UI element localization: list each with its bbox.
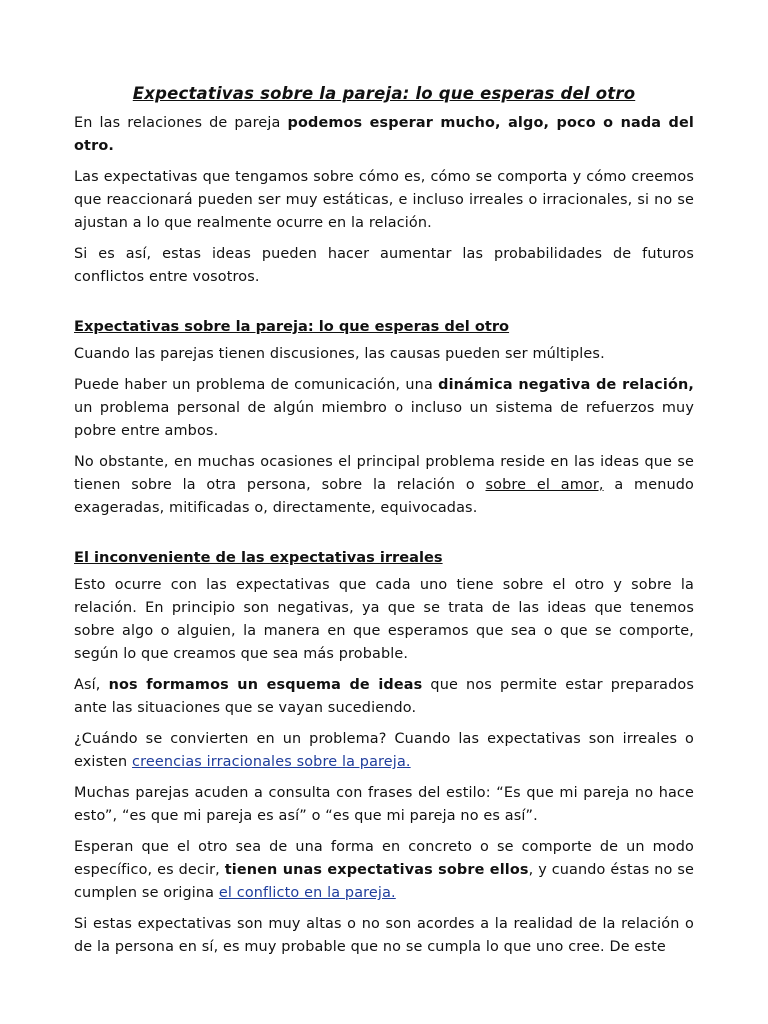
section1-p2-text-a: Puede haber un problema de comunicación, una — [74, 377, 439, 393]
document-title: Expectativas sobre la pareja: lo que esperas del otro — [132, 84, 636, 103]
section2-p5-text-c: , y cuando éstas no se cumplen se origina — [74, 862, 694, 901]
section2-paragraph-1: Esto ocurre con las expectativas que cada uno tiene sobre el otro y sobre la relación. En principio son negativas, ya que se trata de las ideas que tenemos sobre algo o alguien, la manera en que esperamos que sea o que se comporte, según lo que creamos que sea más probable. — [74, 577, 694, 662]
quote-1: “Es que mi pareja no hace esto” — [74, 785, 694, 824]
section1-paragraph-3 — [74, 451, 694, 520]
section1-p2-text-c: un problema personal de algún miembro o incluso un sistema de refuerzos muy pobre entre ambos. — [74, 400, 694, 439]
section2-paragraph-5 — [74, 836, 694, 905]
section2-paragraph-3 — [74, 728, 694, 774]
section1-p3-text-a: No obstante, en muchas ocasiones el principal problema reside en las ideas que se tienen sobre la otra persona, sobre la relación o — [74, 454, 694, 493]
link-conflicto-en-la-pareja[interactable]: el conflicto en la pareja. — [218, 885, 396, 901]
link-sobre-el-amor[interactable]: sobre el amor, — [485, 477, 604, 493]
section-heading-expectativas: Expectativas sobre la pareja: lo que esperas del otro — [74, 318, 510, 335]
section1-paragraph-2 — [74, 374, 694, 443]
link-creencias-irracionales[interactable]: creencias irracionales sobre la pareja. — [132, 754, 411, 770]
section2-p4-text-a: Muchas parejas acuden a consulta con frases del estilo: — [74, 785, 497, 801]
section2-paragraph-4 — [74, 782, 694, 828]
intro-paragraph-3: Si es así, estas ideas pueden hacer aumentar las probabilidades de futuros conflictos entre vosotros. — [74, 246, 694, 285]
section2-p5-text-a: Esperan que el otro sea de una forma en concreto o se comporte de un modo específico, es decir, — [74, 839, 694, 878]
section-heading-inconveniente: El inconveniente de las expectativas irreales — [74, 549, 443, 566]
section2-p2-text-a: Así, — [74, 677, 109, 693]
quote-2: “es que mi pareja es así” — [121, 808, 307, 824]
section2-p4-end: . — [533, 808, 538, 824]
section1-p3-text-b: a menudo exageradas, mitificadas o, directamente, equivocadas. — [74, 477, 695, 516]
intro-paragraph-1 — [74, 112, 694, 158]
section2-p5-bold: tienen unas expectativas sobre ellos — [224, 862, 529, 878]
section2-paragraph-6: Si estas expectativas son muy altas o no son acordes a la realidad de la relación o de la persona en sí, es muy probable que no se cumpla lo que uno cree. De este — [74, 916, 694, 955]
section2-p3-text-a: ¿Cuándo se convierten en un problema? Cuando las expectativas son irreales o existen — [74, 731, 694, 770]
section2-p2-bold: nos formamos un esquema de ideas — [108, 677, 423, 693]
section2-p4-sep-2: o — [306, 808, 326, 824]
intro-p1-text: En las relaciones de pareja — [74, 115, 288, 131]
intro-paragraph-2: Las expectativas que tengamos sobre cómo es, cómo se comporta y cómo creemos que reaccionará pueden ser muy estáticas, e incluso irreales o irracionales, si no se ajustan a lo que realmente ocurre en la relación. — [74, 169, 694, 231]
section2-p2-text-c: que nos permite estar preparados ante las situaciones que se vayan sucediendo. — [74, 677, 694, 716]
section2-p4-sep-1: , — [112, 808, 122, 824]
section1-paragraph-1: Cuando las parejas tienen discusiones, las causas pueden ser múltiples. — [74, 346, 605, 362]
intro-p1-bold: podemos esperar mucho, algo, poco o nada del otro. — [74, 115, 694, 154]
section2-paragraph-2 — [74, 674, 694, 720]
section1-p2-bold: dinámica negativa de relación, — [438, 377, 694, 393]
quote-3: “es que mi pareja no es así” — [325, 808, 534, 824]
